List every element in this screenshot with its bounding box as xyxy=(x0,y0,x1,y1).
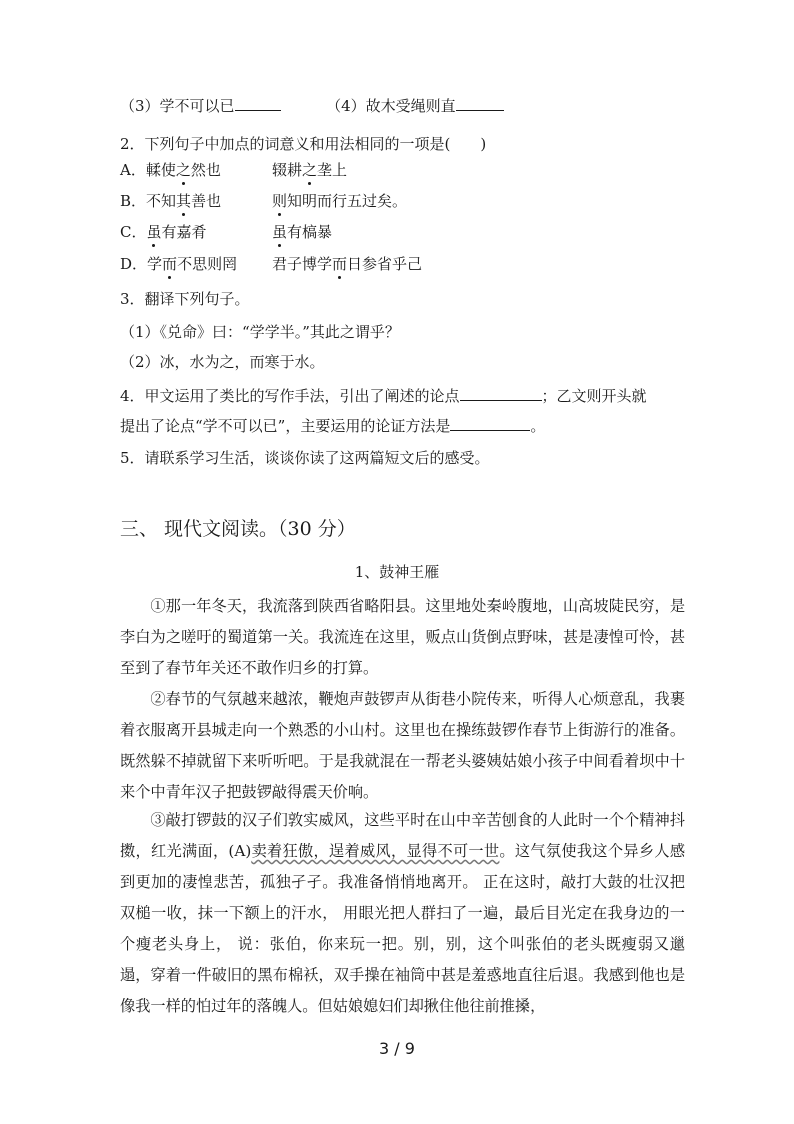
q1-item-3: （3）学不可以已 xyxy=(120,97,235,115)
paragraph-1: ①那一年冬天，我流落到陕西省略阳县。这里地处秦岭腹地，山高坡陡民穷，是李白为之嗟吁的蜀道第一关。我流连在这里，贩点山货倒点野味，甚是凄惶可怜，甚至到了春节年关还不敢作归乡的打算。 xyxy=(120,597,685,677)
q2-stem: 2．下列句子中加点的词意义和用法相同的一项是( ) xyxy=(120,135,487,153)
dotted-word: 之 xyxy=(302,161,318,179)
dotted-word: 而 xyxy=(162,255,178,273)
q2-option-a: A．輮使之然也 xyxy=(120,161,221,179)
q5-stem: 5．请联系学习生活，谈谈你读了这两篇短文后的感受。 xyxy=(120,449,490,467)
q4-line-1: 4．甲文运用了类比的写作手法，引出了阐述的论点 ；乙文则开头就 xyxy=(120,387,647,405)
dotted-word: 则 xyxy=(272,192,288,210)
q2-option-b: B．不知其善也 xyxy=(120,192,222,210)
answer-blank[interactable] xyxy=(450,416,530,431)
dotted-word: 而 xyxy=(332,255,348,273)
q3-stem: 3．翻译下列句子。 xyxy=(120,290,250,308)
q2-option-b-right: 则知明而行五过矣。 xyxy=(272,192,408,210)
article-title: 1、鼓神王雁 xyxy=(354,563,440,581)
paragraph-3: ③敲打锣鼓的汉子们敦实威风，这些平时在山中辛苦刨食的人此时一个个精神抖擞，红光满面，(A)卖着狂傲，逞着威风，显得不可一世。这气氛使我这个异乡人感到更加的凄惶悲苦，孤独孑孑。我准备悄悄地离开。 正在这时，敲打大鼓的壮汉把双槌一收，抹一下额上的汗水， 用眼光把人群扫了一遍，最后目光定在我身边的一个瘦老头身上， 说：张伯，你来玩一把。别，别，这个叫张伯的老头既瘦弱又邋遢，穿着一件破旧的黑布棉袄，双手操在袖筒中甚是羞惑地直往后退。我感到他也是像我一样的怕过年的落魄人。但姑娘媳妇们却揪住他往前推搡， xyxy=(120,811,686,1015)
q4-line-2: 提出了论点“学不可以已”，主要运用的论证方法是 。 xyxy=(120,417,546,435)
dotted-word: 虽 xyxy=(146,223,162,241)
dotted-word: 虽 xyxy=(272,223,288,241)
q2-option-d: D．学而不思则罔 xyxy=(120,255,238,273)
q2-option-a-right: 辍耕之垄上 xyxy=(272,161,348,179)
q2-option-c: C．虽有嘉肴 xyxy=(120,223,207,241)
page-number: 3 / 9 xyxy=(379,1039,415,1058)
q1-item-4: （4）故木受绳则直 xyxy=(326,97,456,115)
q2-option-d-right: 君子博学而日参省乎己 xyxy=(272,255,423,273)
answer-blank[interactable] xyxy=(460,386,542,401)
section-heading: 三、 现代文阅读。（30 分） xyxy=(120,518,356,540)
q2-option-c-right: 虽有槁暴 xyxy=(272,223,333,241)
dotted-word: 之 xyxy=(175,161,191,179)
answer-blank[interactable] xyxy=(456,96,504,111)
q3-sentence-2: （2）冰，水为之，而寒于水。 xyxy=(120,353,325,371)
q1-items-row xyxy=(120,96,504,116)
dotted-word: 其 xyxy=(176,192,192,210)
q3-sentence-1: （1）《兑命》曰：“学学半。”其此之谓乎？ xyxy=(120,323,400,341)
wavy-underlined-phrase: 卖着狂傲，逞着威风，显得不可一世 xyxy=(251,842,500,860)
answer-blank[interactable] xyxy=(235,96,281,111)
paragraph-2: ②春节的气氛越来越浓，鞭炮声鼓锣声从街巷小院传来，听得人心烦意乱，我裹着衣服离开县城走向一个熟悉的小山村。这里也在操练鼓锣作春节上街游行的准备。既然躲不掉就留下来听听吧。于是我就混在一帮老头婆姨姑娘小孩子中间看着坝中十来个中青年汉子把鼓锣敲得震天价响。 xyxy=(120,690,685,801)
